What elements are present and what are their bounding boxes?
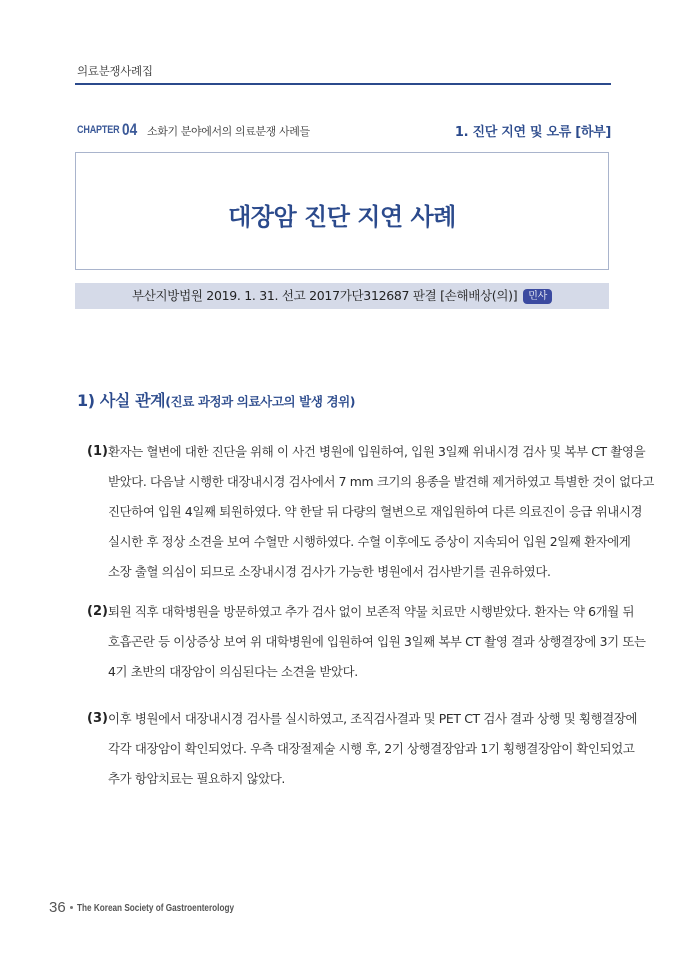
paragraph-number: (3) bbox=[87, 711, 108, 726]
header-title: 의료분쟁사례집 bbox=[77, 64, 153, 78]
page-footer bbox=[49, 897, 278, 916]
paragraph-line: 이후 병원에서 대장내시경 검사를 실시하였고, 조직검사결과 및 PET CT 검사 결과 상행 및 횡행결장에 bbox=[108, 711, 638, 726]
page-title: 대장암 진단 지연 사례 bbox=[228, 203, 456, 231]
paragraph-line: 실시한 후 정상 소견을 보여 수혈만 시행하였다. 수혈 이후에도 증상이 지속되어 입원 2일째 환자에게 bbox=[108, 534, 631, 549]
section-heading-sub: (진료 과정과 의료사고의 발생 경위) bbox=[165, 394, 356, 409]
footer-publisher: The Korean Society of Gastroenterology bbox=[76, 901, 234, 914]
chapter-label: CHAPTER bbox=[77, 124, 120, 136]
header-rule bbox=[75, 83, 611, 85]
paragraph-3 bbox=[77, 704, 638, 794]
section-tag: 1. 진단 지연 및 오류 [하부] bbox=[454, 125, 611, 140]
page-number: 36 bbox=[49, 899, 66, 916]
paragraph-1 bbox=[77, 437, 654, 587]
paragraph-line: 추가 항암치료는 필요하지 않았다. bbox=[108, 771, 286, 786]
civil-case-badge: 민사 bbox=[523, 289, 552, 304]
chapter-row bbox=[77, 121, 611, 141]
paragraph-line: 퇴원 직후 대학병원을 방문하였고 추가 검사 없이 보존적 약물 치료만 시행받았다. 환자는 약 6개월 뒤 bbox=[108, 604, 635, 619]
section-heading-main: 1) 사실 관계 bbox=[77, 391, 166, 410]
paragraph-line: 4기 초반의 대장암이 의심된다는 소견을 받았다. bbox=[108, 664, 358, 679]
footer-separator bbox=[70, 906, 73, 909]
paragraph-line: 환자는 혈변에 대한 진단을 위해 이 사건 병원에 입원하여, 입원 3일째 위내시경 검사 및 복부 CT 촬영을 bbox=[108, 444, 646, 459]
paragraph-line: 각각 대장암이 확인되었다. 우측 대장절제술 시행 후, 2기 상행결장암과 1기 횡행결장암이 확인되었고 bbox=[108, 741, 635, 756]
paragraph-number: (1) bbox=[87, 444, 108, 459]
chapter-subtitle: 소화기 분야에서의 의료분쟁 사례들 bbox=[147, 125, 310, 138]
paragraph-2 bbox=[77, 597, 646, 687]
paragraph-line: 진단하여 입원 4일째 퇴원하였다. 약 한달 뒤 다량의 혈변으로 재입원하여 다른 의료진이 응급 위내시경 bbox=[108, 504, 643, 519]
paragraph-line: 받았다. 다음날 시행한 대장내시경 검사에서 7 mm 크기의 용종을 발견해 제거하였고 특별한 것이 없다고 bbox=[108, 474, 654, 489]
paragraph-line: 호흡곤란 등 이상증상 보여 위 대학병원에 입원하여 입원 3일째 복부 CT 촬영 결과 상행결장에 3기 또는 bbox=[108, 634, 646, 649]
title-box bbox=[75, 152, 609, 270]
section-heading bbox=[77, 388, 355, 411]
paragraph-line: 소장 출혈 의심이 되므로 소장내시경 검사가 가능한 병원에서 검사받기를 권유하였다. bbox=[108, 564, 551, 579]
citation-text: 부산지방법원 2019. 1. 31. 선고 2017가단312687 판결 [손해배상(의)] bbox=[131, 288, 518, 303]
paragraph-number: (2) bbox=[87, 604, 108, 619]
citation-bar bbox=[75, 283, 609, 309]
chapter-number: 04 bbox=[122, 120, 138, 139]
